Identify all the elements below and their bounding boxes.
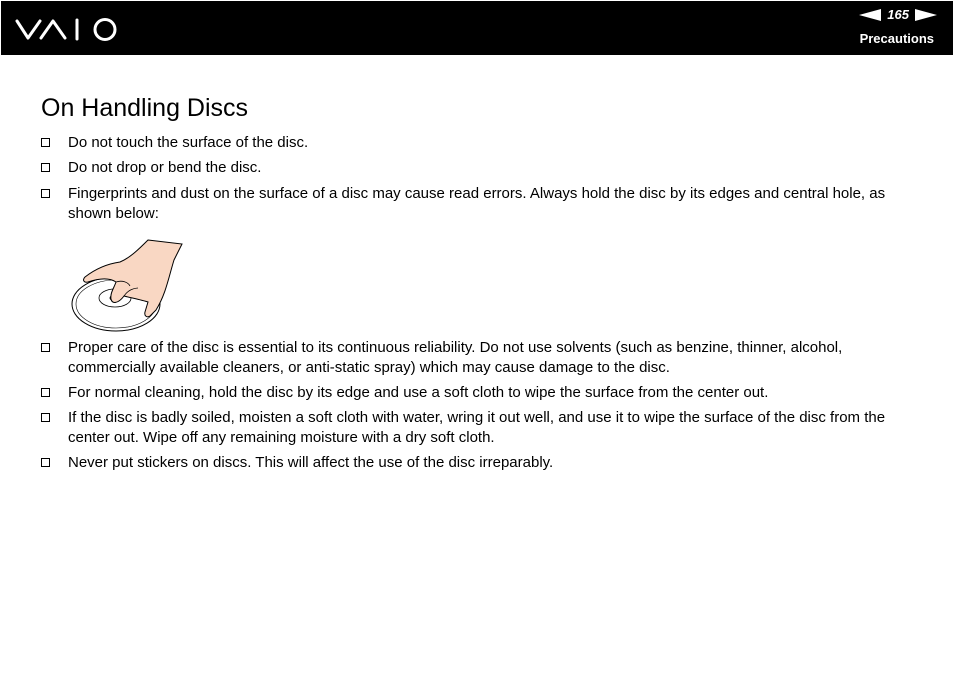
next-page-arrow-icon[interactable]	[915, 9, 937, 21]
checkbox-bullet-icon	[41, 343, 50, 352]
list-item	[41, 453, 921, 473]
checkbox-bullet-icon	[41, 163, 50, 172]
list-item	[41, 184, 921, 224]
list-item	[41, 158, 921, 178]
vaio-logo	[15, 15, 121, 43]
list-item-text: Do not touch the surface of the disc.	[68, 134, 309, 151]
header-bar	[1, 1, 953, 55]
list-item-text: If the disc is badly soiled, moisten a soft cloth with water, wring it out well, and use it to wipe the surface of the disc from the center out. Wipe off any remaining moisture with a dry soft cloth.	[68, 409, 886, 446]
checkbox-bullet-icon	[41, 413, 50, 422]
list-item	[41, 383, 921, 403]
checkbox-bullet-icon	[41, 138, 50, 147]
list-item-text: Proper care of the disc is essential to its continuous reliability. Do not use solvents (such as benzine, thinner, alcohol, commercially available cleaners, or anti-static spray) which may cause damage to the disc.	[68, 339, 843, 376]
list-item	[41, 408, 921, 448]
list-item-text: Fingerprints and dust on the surface of a disc may cause read errors. Always hold the disc by its edges and central hole, as shown below:	[68, 185, 886, 222]
checkbox-bullet-icon	[41, 458, 50, 467]
prev-page-arrow-icon[interactable]	[859, 9, 881, 21]
list-item-text: Never put stickers on discs. This will affect the use of the disc irreparably.	[68, 454, 554, 471]
list-item-text: For normal cleaning, hold the disc by its edge and use a soft cloth to wipe the surface from the center out.	[68, 384, 769, 401]
page-title: On Handling Discs	[41, 94, 249, 122]
page-navigation	[859, 7, 937, 22]
list-item	[41, 133, 921, 153]
list-item-text: Do not drop or bend the disc.	[68, 159, 262, 176]
checkbox-bullet-icon	[41, 189, 50, 198]
section-title: Precautions	[859, 31, 934, 46]
page-number: 165	[887, 7, 909, 22]
list-item	[41, 338, 921, 378]
hand-holding-disc-illustration	[70, 238, 188, 334]
checkbox-bullet-icon	[41, 388, 50, 397]
